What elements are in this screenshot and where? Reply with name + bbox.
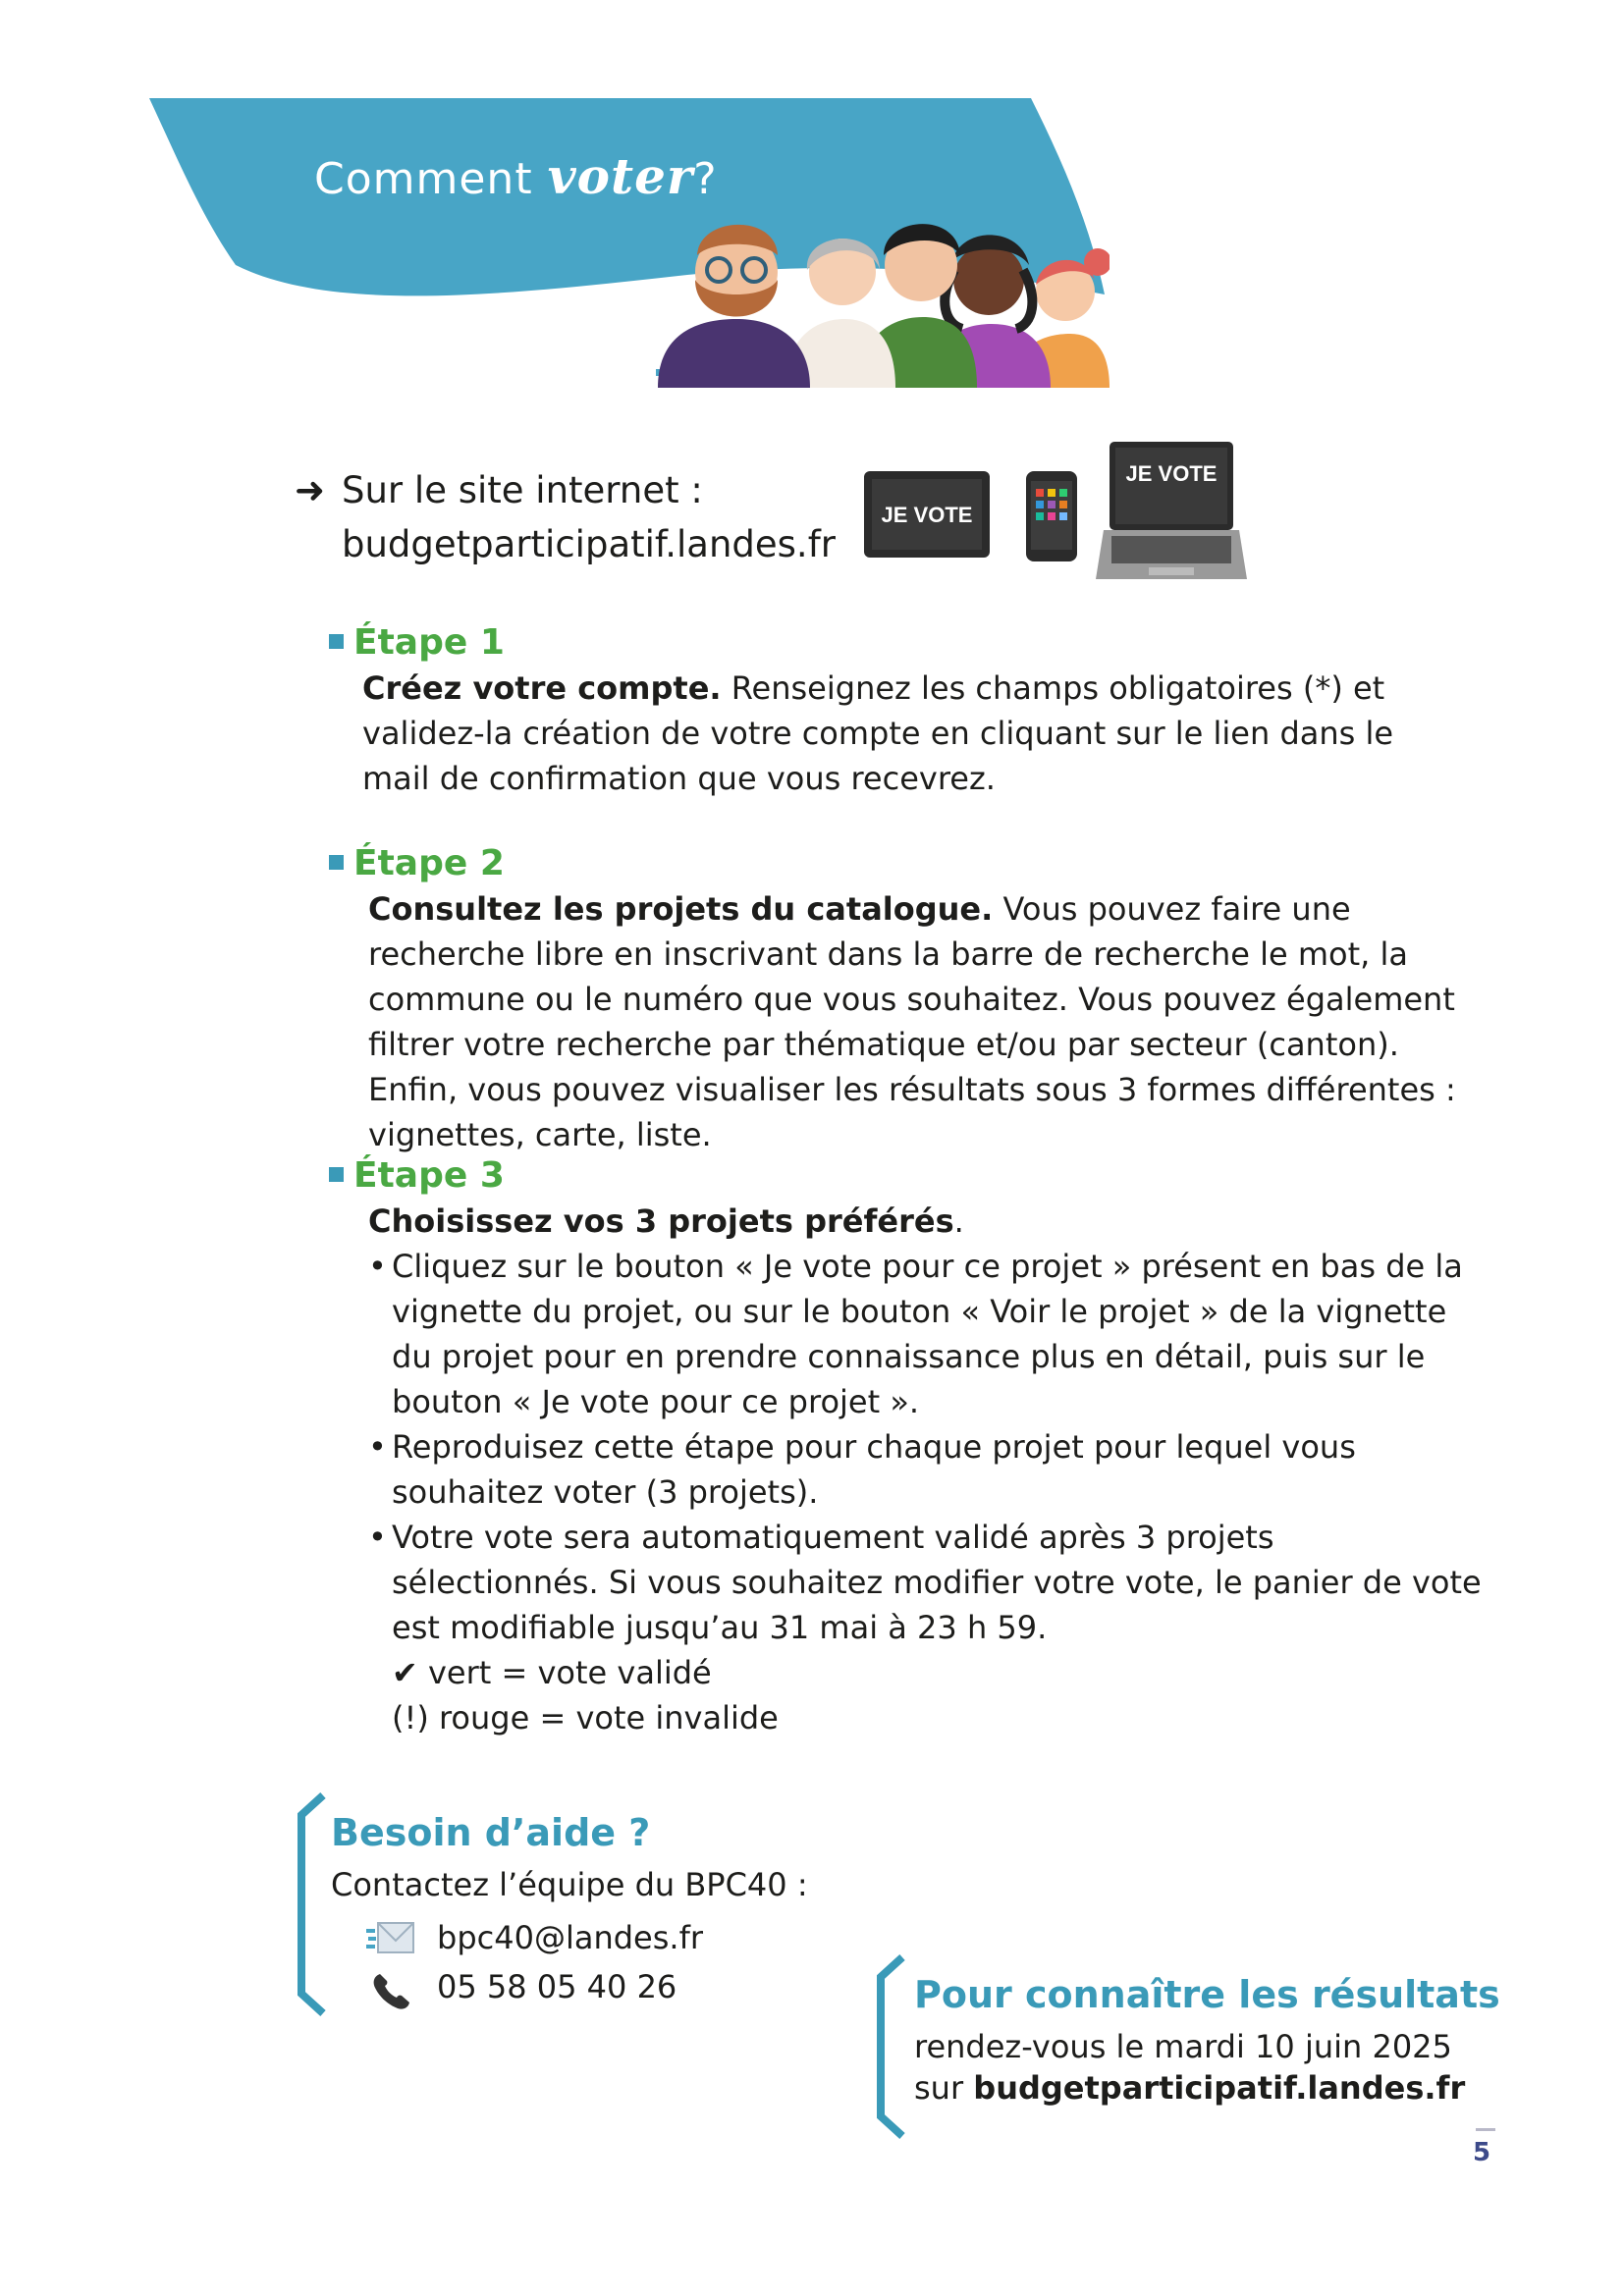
step-2-title [329,841,1488,886]
square-bullet-icon [329,1167,344,1182]
site-url[interactable]: budgetparticipatif.landes.fr [342,523,836,565]
results-box [869,1953,1500,2140]
title-prefix: Comment [314,154,533,204]
page-title [314,147,718,205]
step-1-text: Renseignez les champs obligatoires (*) et validez-la création de votre compte en cliquant sur le lien dans le mail de confirmation que vous recevrez. [362,669,1394,797]
page-number: 5 [1473,2138,1491,2167]
bracket-decoration [869,1953,908,2140]
square-bullet-icon [329,634,344,649]
step-1-body [362,666,1462,801]
arrow-right-icon: ➜ [295,469,326,511]
step-3-lead-line [368,1199,1488,1244]
step-3-lead-end: . [953,1202,964,1240]
step-3-body [368,1199,1488,1740]
people-illustration [638,201,1110,388]
step-2-text: Vous pouvez faire une recherche libre en inscrivant dans la barre de recherche le mot, la commune ou le numéro que vous souhaitez. Vous pouvez également filtrer votre recherche par thématique et/ou par secteur (canton). Enfin, vous pouvez visualiser les résultats sous 3 formes différentes : vignettes, carte, liste. [368,890,1456,1153]
laptop-icon [1096,442,1247,579]
phone-number[interactable]: 05 58 05 40 26 [437,1968,677,2005]
results-url-prefix: sur [914,2069,974,2107]
step-2-title-text: Étape 2 [353,843,505,883]
step-2-lead: Consultez les projets du catalogue. [368,890,994,928]
list-item: • Votre vote sera automatiquement validé après 3 projets sélectionnés. Si vous souhaitez modifier votre vote, le panier de vote est modifiable jusqu’au 31 mai à 23 h 59. [368,1515,1488,1650]
square-bullet-icon [329,855,344,870]
bracket-decoration [290,1791,329,2017]
site-block [295,463,836,571]
site-label: Sur le site internet : [342,469,703,511]
tablet-icon [864,471,990,558]
results-url-line [914,2069,1465,2107]
results-url[interactable]: budgetparticipatif.landes.fr [973,2069,1466,2107]
phone-device-icon [1026,471,1077,561]
results-date: rendez-vous le mardi 10 juin 2025 [914,2028,1452,2065]
step-3-title-text: Étape 3 [353,1155,505,1196]
title-suffix: ? [693,154,718,204]
help-box [290,1791,879,2017]
step-2 [329,841,1488,1157]
step-3-bullets [368,1244,1488,1650]
step-1 [329,620,1488,801]
title-accent: voter [547,147,694,205]
step-3-title [329,1153,1488,1199]
laptop-label: JE VOTE [1125,461,1218,486]
envelope-icon [366,1917,415,1960]
step-1-title [329,620,1488,666]
tablet-label: JE VOTE [881,503,973,527]
email-link[interactable]: bpc40@landes.fr [437,1919,703,1956]
step-1-lead: Créez votre compte. [362,669,722,707]
status-invalid: (!) rouge = vote invalide [392,1699,779,1736]
phone-icon [366,1968,415,2011]
devices-illustration [864,442,1247,589]
step-1-title-text: Étape 1 [353,622,505,663]
status-valid: ✔ vert = vote validé [392,1654,712,1691]
help-title: Besoin d’aide ? [331,1811,651,1854]
page-number-bar [1476,2128,1495,2131]
list-item: • Cliquez sur le bouton « Je vote pour ce projet » présent en bas de la vignette du projet, ou sur le bouton « Voir le projet » de la vignette du projet pour en prendre connaissance plus en détail, puis sur le bouton « Je vote pour ce projet ». [368,1244,1488,1424]
list-item: • Reproduisez cette étape pour chaque projet pour lequel vous souhaitez voter (3 projets). [368,1424,1488,1515]
step-3-lead: Choisissez vos 3 projets préférés [368,1202,954,1240]
step-3 [329,1153,1488,1740]
step-2-body [368,886,1488,1157]
help-subtitle: Contactez l’équipe du BPC40 : [331,1866,808,1903]
results-title: Pour connaître les résultats [914,1973,1500,2016]
